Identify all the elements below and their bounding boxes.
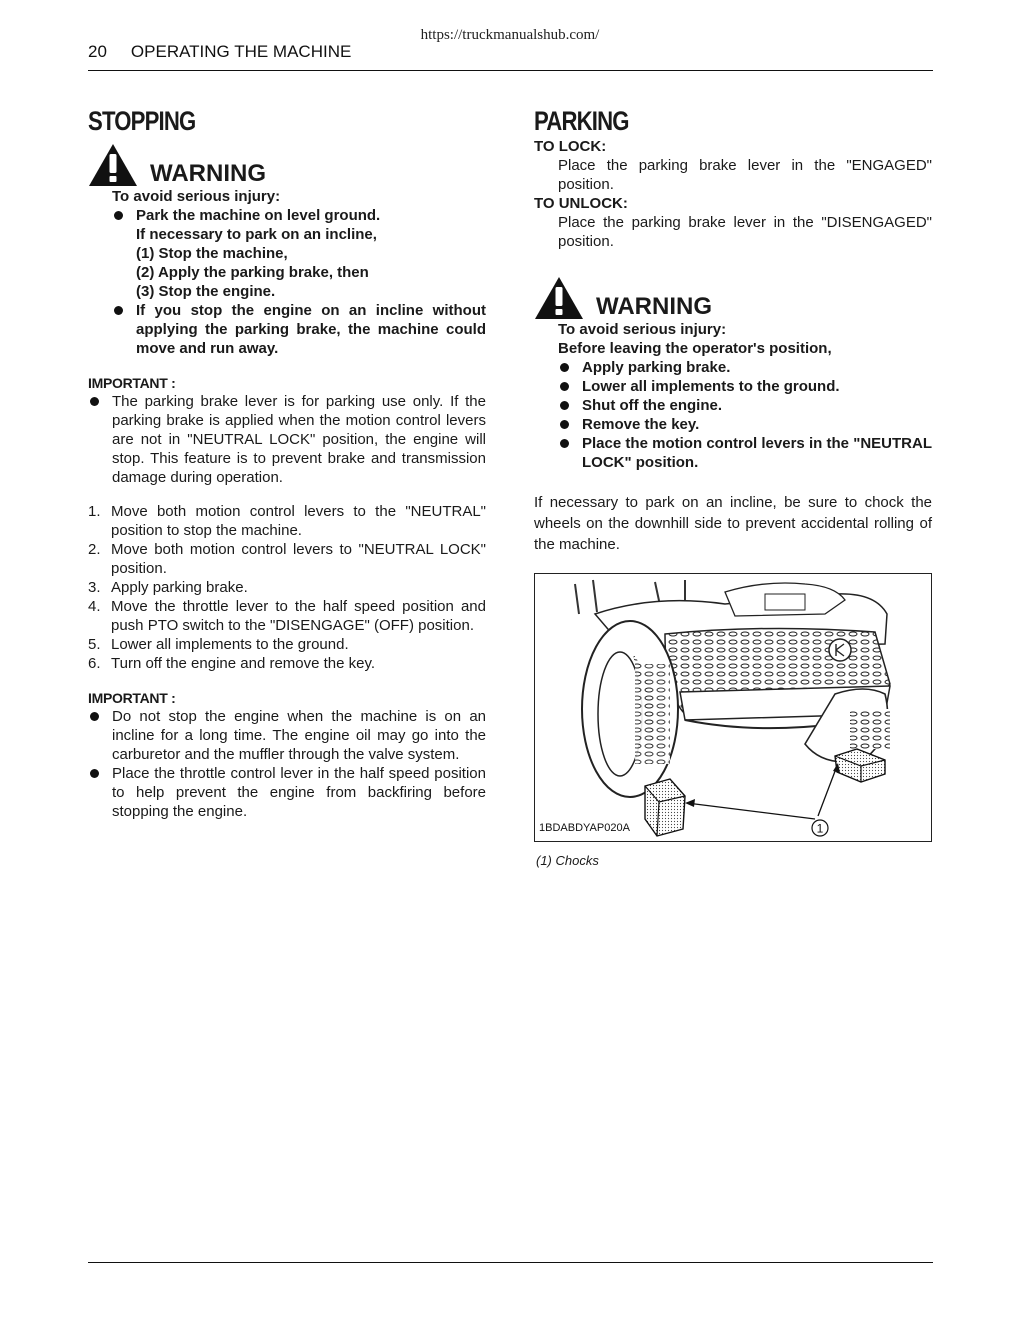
step-text: Move the throttle lever to the half speed position and push PTO switch to the "DISENGAGE" (OFF) position. <box>111 598 486 634</box>
warning-label: WARNING <box>596 293 712 320</box>
to-unlock-label: TO UNLOCK: <box>534 195 628 212</box>
step-number: 5. <box>88 636 101 653</box>
important-list <box>88 392 486 487</box>
to-lock-text: Place the parking brake lever in the "ENGAGED" position. <box>558 157 932 193</box>
important-list <box>88 707 486 821</box>
mower-illustration <box>535 574 931 841</box>
parking-warning-body <box>558 320 932 472</box>
warning-bullet <box>112 206 486 301</box>
footer-rule <box>88 1262 933 1263</box>
stopping-title: STOPPING <box>88 106 196 136</box>
warning-bullet: Place the motion control levers in the "NEUTRAL LOCK" position. <box>558 434 932 472</box>
incline-note: If necessary to park on an incline, be sure to chock the wheels on the downhill side to prevent accidental rolling of the machine. <box>534 494 932 553</box>
step-text: Turn off the engine and remove the key. <box>111 655 376 672</box>
callout-number: 1 <box>816 821 824 836</box>
right-chock <box>835 749 885 782</box>
left-chock <box>645 779 685 836</box>
parking-title: PARKING <box>534 106 629 136</box>
figure-caption: (1) Chocks <box>536 853 599 868</box>
chocks-figure <box>534 573 932 842</box>
warning-lead: Before leaving the operator's position, <box>558 340 832 357</box>
important-label: IMPORTANT : <box>88 375 176 391</box>
page-number: 20 <box>88 42 107 61</box>
step-number: 1. <box>88 503 101 520</box>
warning-line: (2) Apply the parking brake, then <box>136 264 369 281</box>
step-item <box>88 635 486 654</box>
step-item <box>88 578 486 597</box>
warning-lead: To avoid serious injury: <box>112 188 281 205</box>
warning-line: Park the machine on level ground. <box>136 207 381 224</box>
important-item: Do not stop the engine when the machine is on an incline for a long time. The engine oil may go into the carburetor and the muffler through the valve system. <box>88 707 486 764</box>
warning-line: (1) Stop the machine, <box>136 245 288 262</box>
step-number: 4. <box>88 598 101 615</box>
important-label: IMPORTANT : <box>88 690 176 706</box>
to-unlock-text: Place the parking brake lever in the "DISENGAGED" position. <box>558 214 932 250</box>
step-text: Apply parking brake. <box>111 579 248 596</box>
source-url: https://truckmanualshub.com/ <box>420 27 600 43</box>
step-text: Lower all implements to the ground. <box>111 636 349 653</box>
warning-triangle-icon <box>88 143 138 187</box>
warning-bullet: Remove the key. <box>558 415 932 434</box>
to-lock-label: TO LOCK: <box>534 138 607 155</box>
stopping-steps <box>88 502 486 673</box>
parking-warning-header <box>534 274 932 320</box>
step-number: 2. <box>88 541 101 558</box>
warning-bullet: If you stop the engine on an incline without applying the parking brake, the machine could move and run away. <box>112 301 486 358</box>
warning-triangle-icon <box>534 276 584 320</box>
step-number: 3. <box>88 579 101 596</box>
step-item <box>88 502 486 540</box>
step-number: 6. <box>88 655 101 672</box>
parking-column <box>534 105 932 870</box>
stopping-column <box>88 105 486 821</box>
stopping-warning-header <box>88 141 486 187</box>
step-text: Move both motion control levers to "NEUTRAL LOCK" position. <box>111 541 486 577</box>
warning-line: If necessary to park on an incline, <box>136 226 377 243</box>
step-text: Move both motion control levers to the "NEUTRAL" position to stop the machine. <box>111 503 486 539</box>
warning-bullet: Apply parking brake. <box>558 358 932 377</box>
running-header <box>88 42 351 62</box>
warning-bullet: Shut off the engine. <box>558 396 932 415</box>
warning-bullet: Lower all implements to the ground. <box>558 377 932 396</box>
figure-code: 1BDABDYAP020A <box>539 822 630 834</box>
warning-line: (3) Stop the engine. <box>136 283 276 300</box>
chapter-title: OPERATING THE MACHINE <box>130 42 352 61</box>
step-item <box>88 654 486 673</box>
stopping-warning-body <box>112 187 486 358</box>
important-item: The parking brake lever is for parking use only. If the parking brake is applied when the motion control levers are not in "NEUTRAL LOCK" position, the engine will stop. This feature is to prevent brake and transmission damage during operation. <box>88 392 486 487</box>
step-item <box>88 540 486 578</box>
important-item: Place the throttle control lever in the half speed position to help prevent the engine from backfiring before stopping the engine. <box>88 764 486 821</box>
step-item <box>88 597 486 635</box>
warning-label: WARNING <box>150 160 266 187</box>
warning-lead: To avoid serious injury: <box>558 321 727 338</box>
header-rule <box>88 70 933 71</box>
